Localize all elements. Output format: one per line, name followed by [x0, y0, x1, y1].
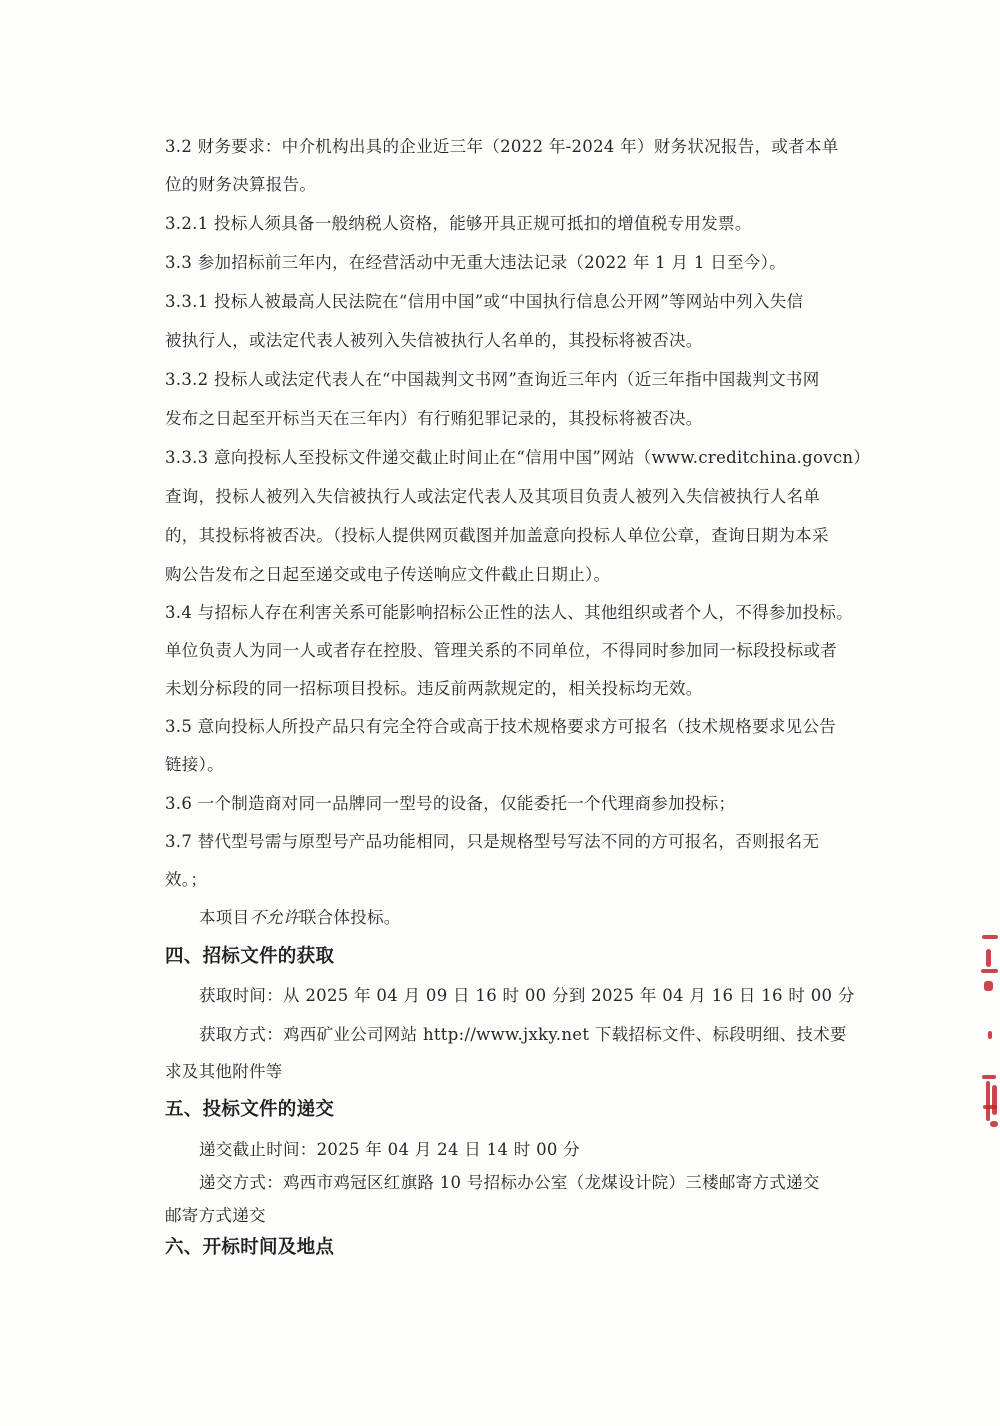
- paragraph-3-5-line-2: 链接）。: [165, 755, 224, 774]
- paragraph-3-7-line-2: 效。；: [165, 870, 208, 889]
- paragraph-3-4-line-2: 单位负责人为同一人或者存在控股、管理关系的不同单位，不得同时参加同一标段投标或者: [165, 641, 837, 660]
- paragraph-3-4-line-3: 未划分标段的同一招标项目投标。违反前两款规定的，相关投标均无效。: [165, 679, 703, 698]
- paragraph-3-4-line-1: 3.4 与招标人存在利害关系可能影响招标公正性的法人、其他组织或者个人，不得参加投标。: [165, 603, 853, 622]
- acquisition-method-line-2: 求及其他附件等: [165, 1062, 283, 1081]
- submission-method-line-1: 递交方式：鸡西市鸡冠区红旗路 10 号招标办公室（龙煤设计院）三楼邮寄方式递交: [199, 1173, 820, 1192]
- consortium-emphasis: 不允许: [249, 908, 300, 927]
- consortium-prefix: 本项目: [199, 908, 250, 927]
- paragraph-3-3-1-line-2: 被执行人，或法定代表人被列入失信被执行人名单的，其投标将被否决。: [165, 331, 703, 350]
- paragraph-3-3-2-line-1: 3.3.2 投标人或法定代表人在“中国裁判文书网”查询近三年内（近三年指中国裁判文书网: [165, 370, 820, 389]
- paragraph-3-2-line-1: 3.2 财务要求：中介机构出具的企业近三年（2022 年-2024 年）财务状况报告，或者本单: [165, 137, 839, 156]
- paragraph-3-3-3-line-2: 查询，投标人被列入失信被执行人或法定代表人及其项目负责人被列入失信被执行人名单: [165, 487, 821, 506]
- consortium-suffix: 联合体投标。: [299, 908, 401, 927]
- acquisition-method-line-1: 获取方式：鸡西矿业公司网站 http://www.jxky.net 下载招标文件、标段明细、技术要: [199, 1025, 847, 1044]
- paragraph-3-3-1-line-1: 3.3.1 投标人被最高人民法院在“信用中国”或“中国执行信息公开网”等网站中列入失信: [165, 292, 804, 311]
- section-5-heading: 五、投标文件的递交: [165, 1099, 335, 1120]
- paragraph-3-3-3-line-3: 的，其投标将被否决。（投标人提供网页截图并加盖意向投标人单位公章，查询日期为本采: [165, 526, 829, 545]
- consortium-statement: [199, 907, 889, 929]
- section-6-heading: 六、开标时间及地点: [165, 1237, 335, 1258]
- paragraph-3-2-line-2: 位的财务决算报告。: [165, 175, 317, 194]
- submission-deadline: 递交截止时间：2025 年 04 月 24 日 14 时 00 分: [199, 1140, 581, 1159]
- paragraph-3-3-3-line-1: 3.3.3 意向投标人至投标文件递交截止时间止在“信用中国”网站（www.creditchina.govcn）: [165, 448, 871, 467]
- seal-stamp-edge: [978, 935, 1000, 1135]
- paragraph-3-3-2-line-2: 发布之日起至开标当天在三年内）有行贿犯罪记录的，其投标将被否决。: [165, 409, 703, 428]
- paragraph-3-2-1: 3.2.1 投标人须具备一般纳税人资格，能够开具正规可抵扣的增值税专用发票。: [165, 214, 752, 233]
- submission-method-line-2: 邮寄方式递交: [165, 1206, 266, 1225]
- acquisition-time: 获取时间：从 2025 年 04 月 09 日 16 时 00 分到 2025 年 04 月 16 日 16 时 00 分: [199, 986, 855, 1005]
- paragraph-3-7-line-1: 3.7 替代型号需与原型号产品功能相同，只是规格型号写法不同的方可报名，否则报名无: [165, 832, 820, 851]
- section-4-heading: 四、招标文件的获取: [165, 946, 335, 967]
- paragraph-3-3: 3.3 参加招标前三年内，在经营活动中无重大违法记录（2022 年 1 月 1 日至今）。: [165, 253, 786, 272]
- paragraph-3-6: 3.6 一个制造商对同一品牌同一型号的设备，仅能委托一个代理商参加投标；: [165, 794, 736, 813]
- paragraph-3-3-3-line-4: 购公告发布之日起至递交或电子传送响应文件截止日期止）。: [165, 565, 611, 584]
- paragraph-3-5-line-1: 3.5 意向投标人所投产品只有完全符合或高于技术规格要求方可报名（技术规格要求见公告: [165, 717, 837, 736]
